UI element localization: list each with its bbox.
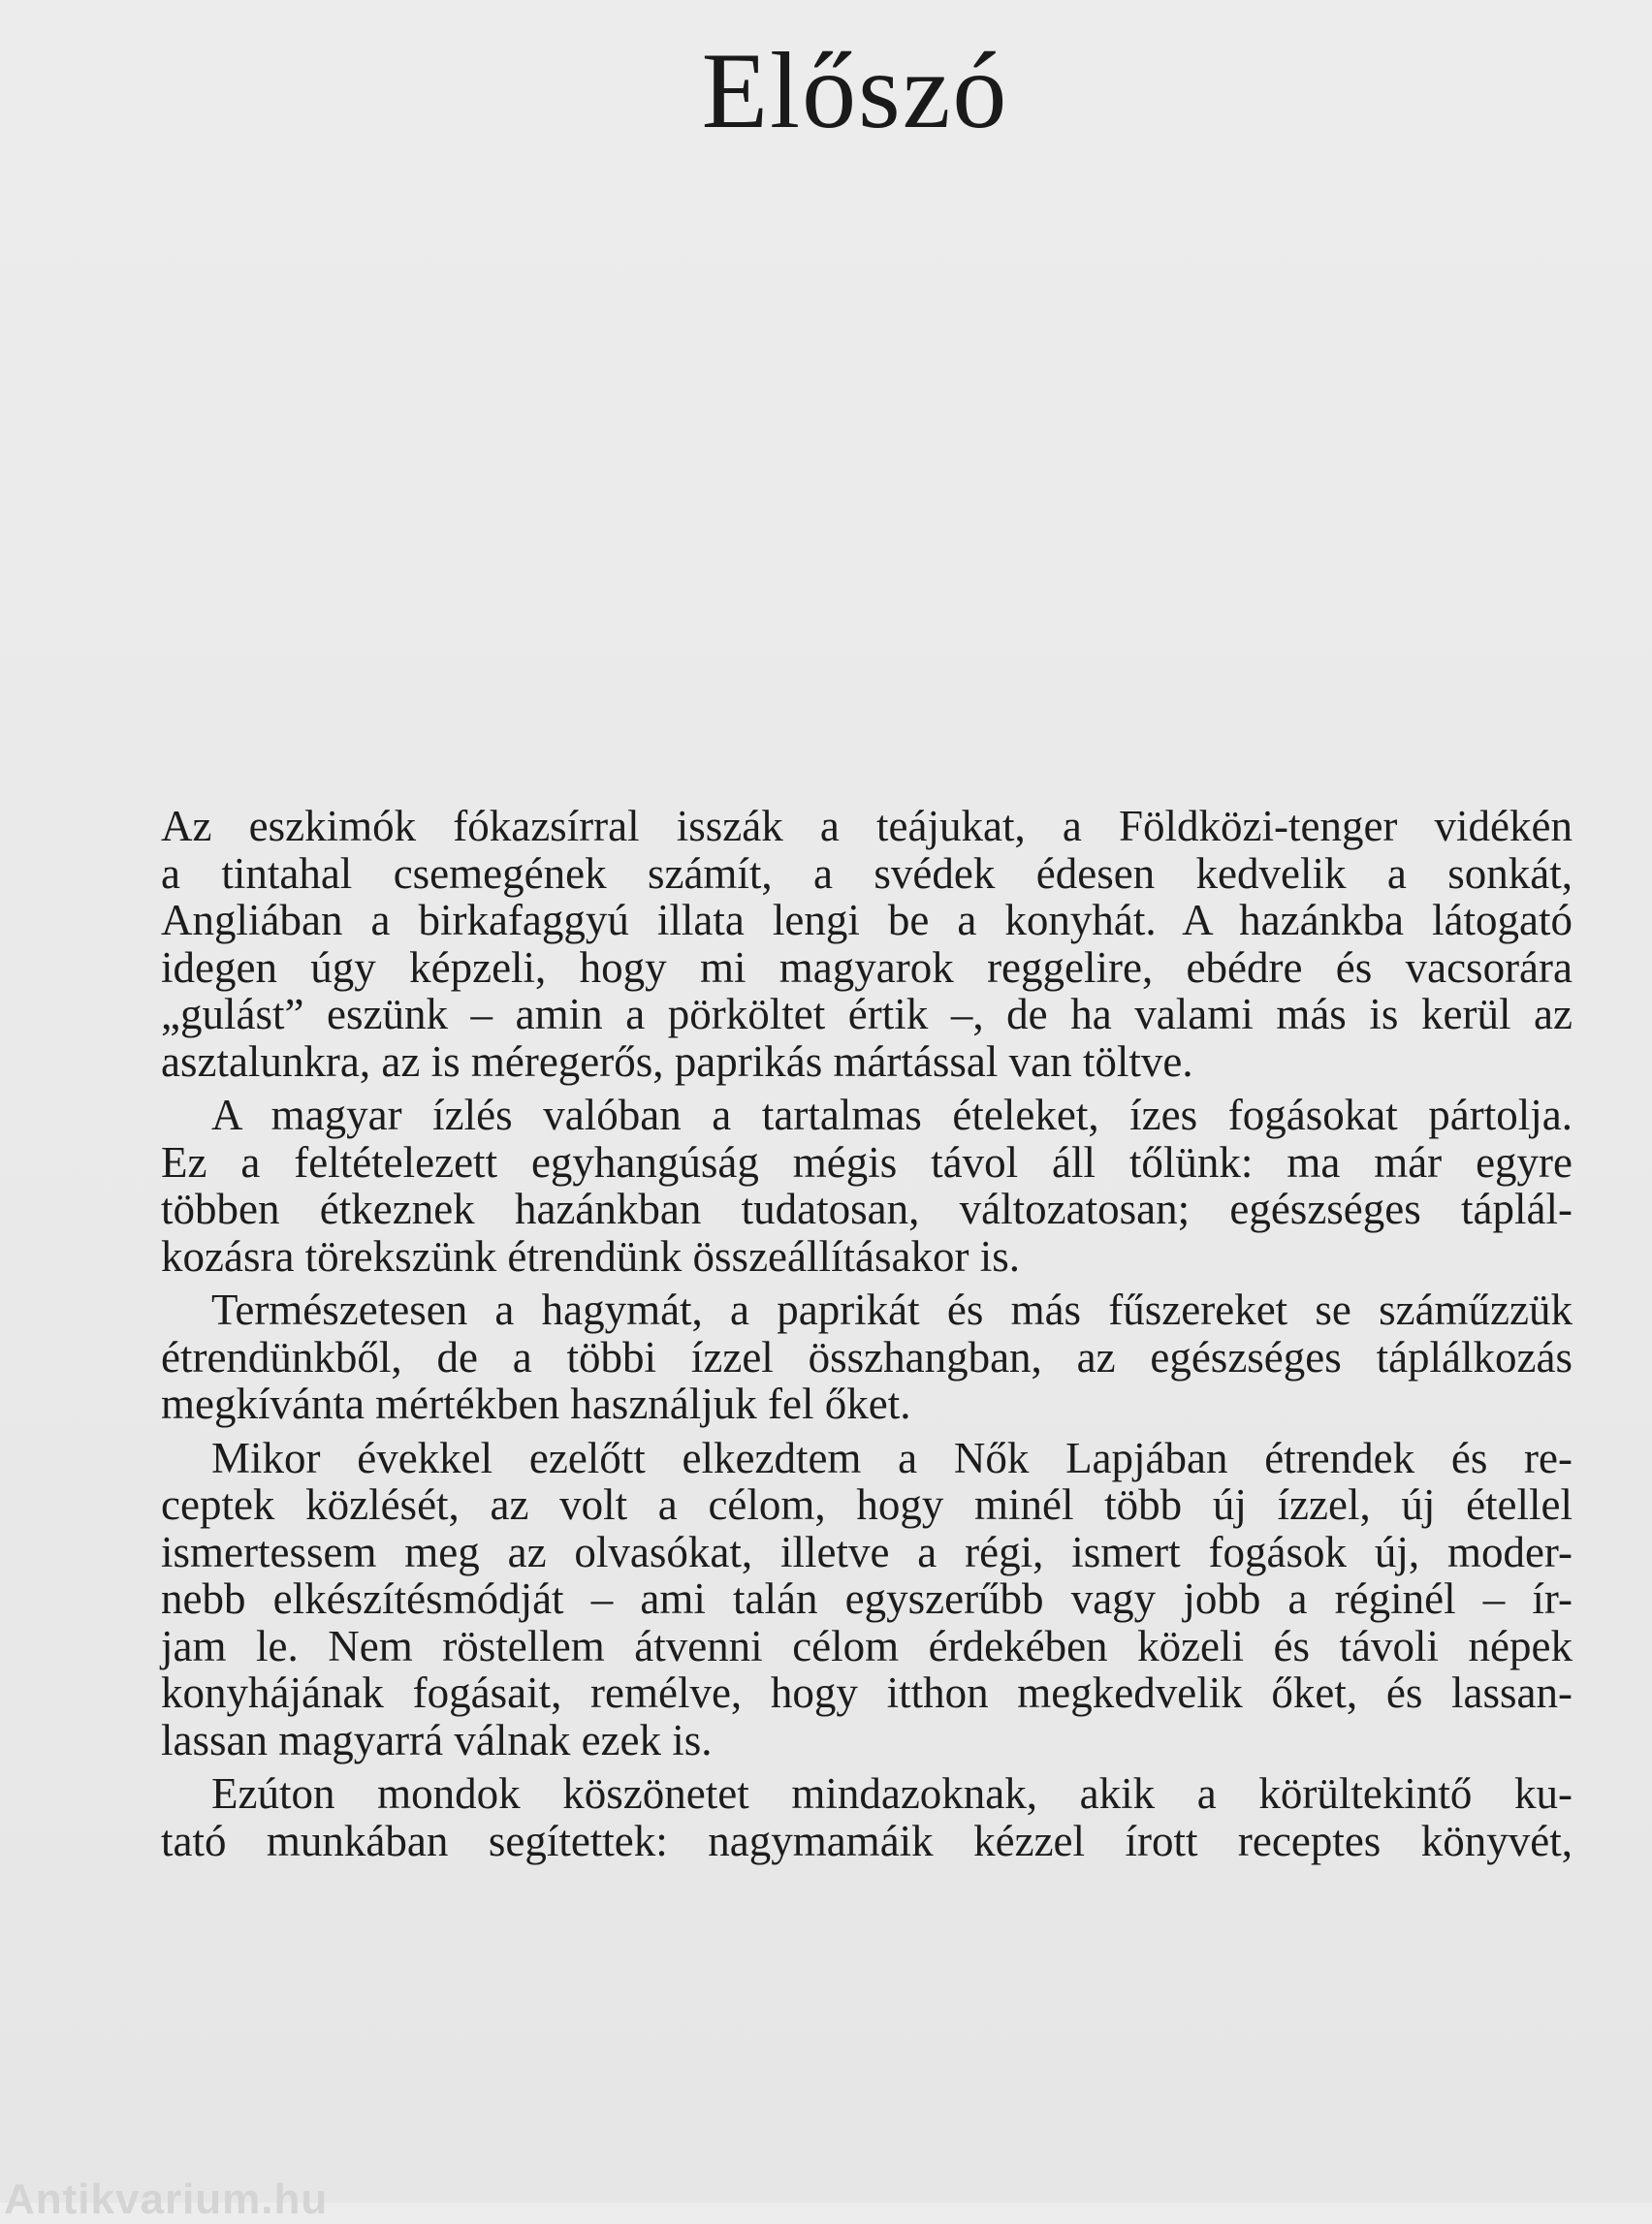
paragraph-1	[161, 803, 1573, 1085]
text-line: konyhájának fogásait, remélve, hogy itthon megkedvelik őket, és lassan-	[161, 1668, 1573, 1717]
text-line: kozásra törekszünk étrendünk összeállításakor is.	[161, 1231, 1020, 1281]
text-line: Ez a feltételezett egyhangúság mégis távol áll tőlünk: ma már egyre	[161, 1137, 1573, 1187]
text-line: Természetesen a hagymát, a paprikát és más fűszereket se száműzzük	[211, 1286, 1573, 1334]
text-line: lassan magyarrá válnak ezek is.	[161, 1715, 713, 1764]
text-line: többen étkeznek hazánkban tudatosan, változatosan; egészséges táplál-	[161, 1185, 1573, 1233]
paragraph-5	[161, 1770, 1573, 1864]
paragraph-2	[161, 1092, 1573, 1280]
text-line: idegen úgy képzeli, hogy mi magyarok reggelire, ebédre és vacsorára	[161, 942, 1573, 992]
text-line: „gulást” eszünk – amin a pörköltet értik –, de ha valami más is kerül az	[161, 990, 1573, 1038]
paragraph-3	[161, 1287, 1573, 1428]
text-line: megkívánta mértékben használjuk fel őket.	[161, 1380, 911, 1428]
text-line: étrendünkből, de a többi ízzel összhangban, az egészséges táplálkozás	[161, 1332, 1573, 1382]
text-line: ceptek közlését, az volt a célom, hogy minél több új ízzel, új étellel	[161, 1480, 1573, 1529]
text-line: Ezúton mondok köszönetet mindazoknak, akik a körültekintő ku-	[211, 1769, 1573, 1818]
watermark: Antikvarium.hu	[4, 2176, 329, 2223]
text-line: A magyar ízlés valóban a tartalmas ételeket, ízes fogásokat pártolja.	[211, 1091, 1573, 1139]
text-line: Mikor évekkel ezelőtt elkezdtem a Nők Lapjában étrendek és re-	[211, 1433, 1573, 1482]
text-line: tató munkában segítettek: nagymamáik kézzel írott receptes könyvét,	[161, 1816, 1573, 1865]
text-line: nebb elkészítésmódját – ami talán egyszerűbb vagy jobb a réginél – ír-	[161, 1574, 1573, 1623]
text-line: Az eszkimók fókazsírral isszák a teájukat, a Földközi-tenger vidékén	[161, 802, 1573, 850]
text-line: jam le. Nem röstellem átvenni célom érdekében közeli és távoli népek	[161, 1621, 1573, 1670]
text-line: a tintahal csemegének számít, a svédek édesen kedvelik a sonkát,	[161, 848, 1573, 898]
preface-text	[161, 803, 1573, 1871]
paragraph-4	[161, 1435, 1573, 1764]
page-title: Előszó	[701, 31, 1009, 151]
text-line: ismertessem meg az olvasókat, illetve a régi, ismert fogások új, moder-	[161, 1527, 1573, 1576]
text-line: asztalunkra, az is méregerős, paprikás mártással van töltve.	[161, 1036, 1193, 1086]
text-line: Angliában a birkafaggyú illata lengi be a konyhát. A hazánkba látogató	[161, 896, 1573, 944]
